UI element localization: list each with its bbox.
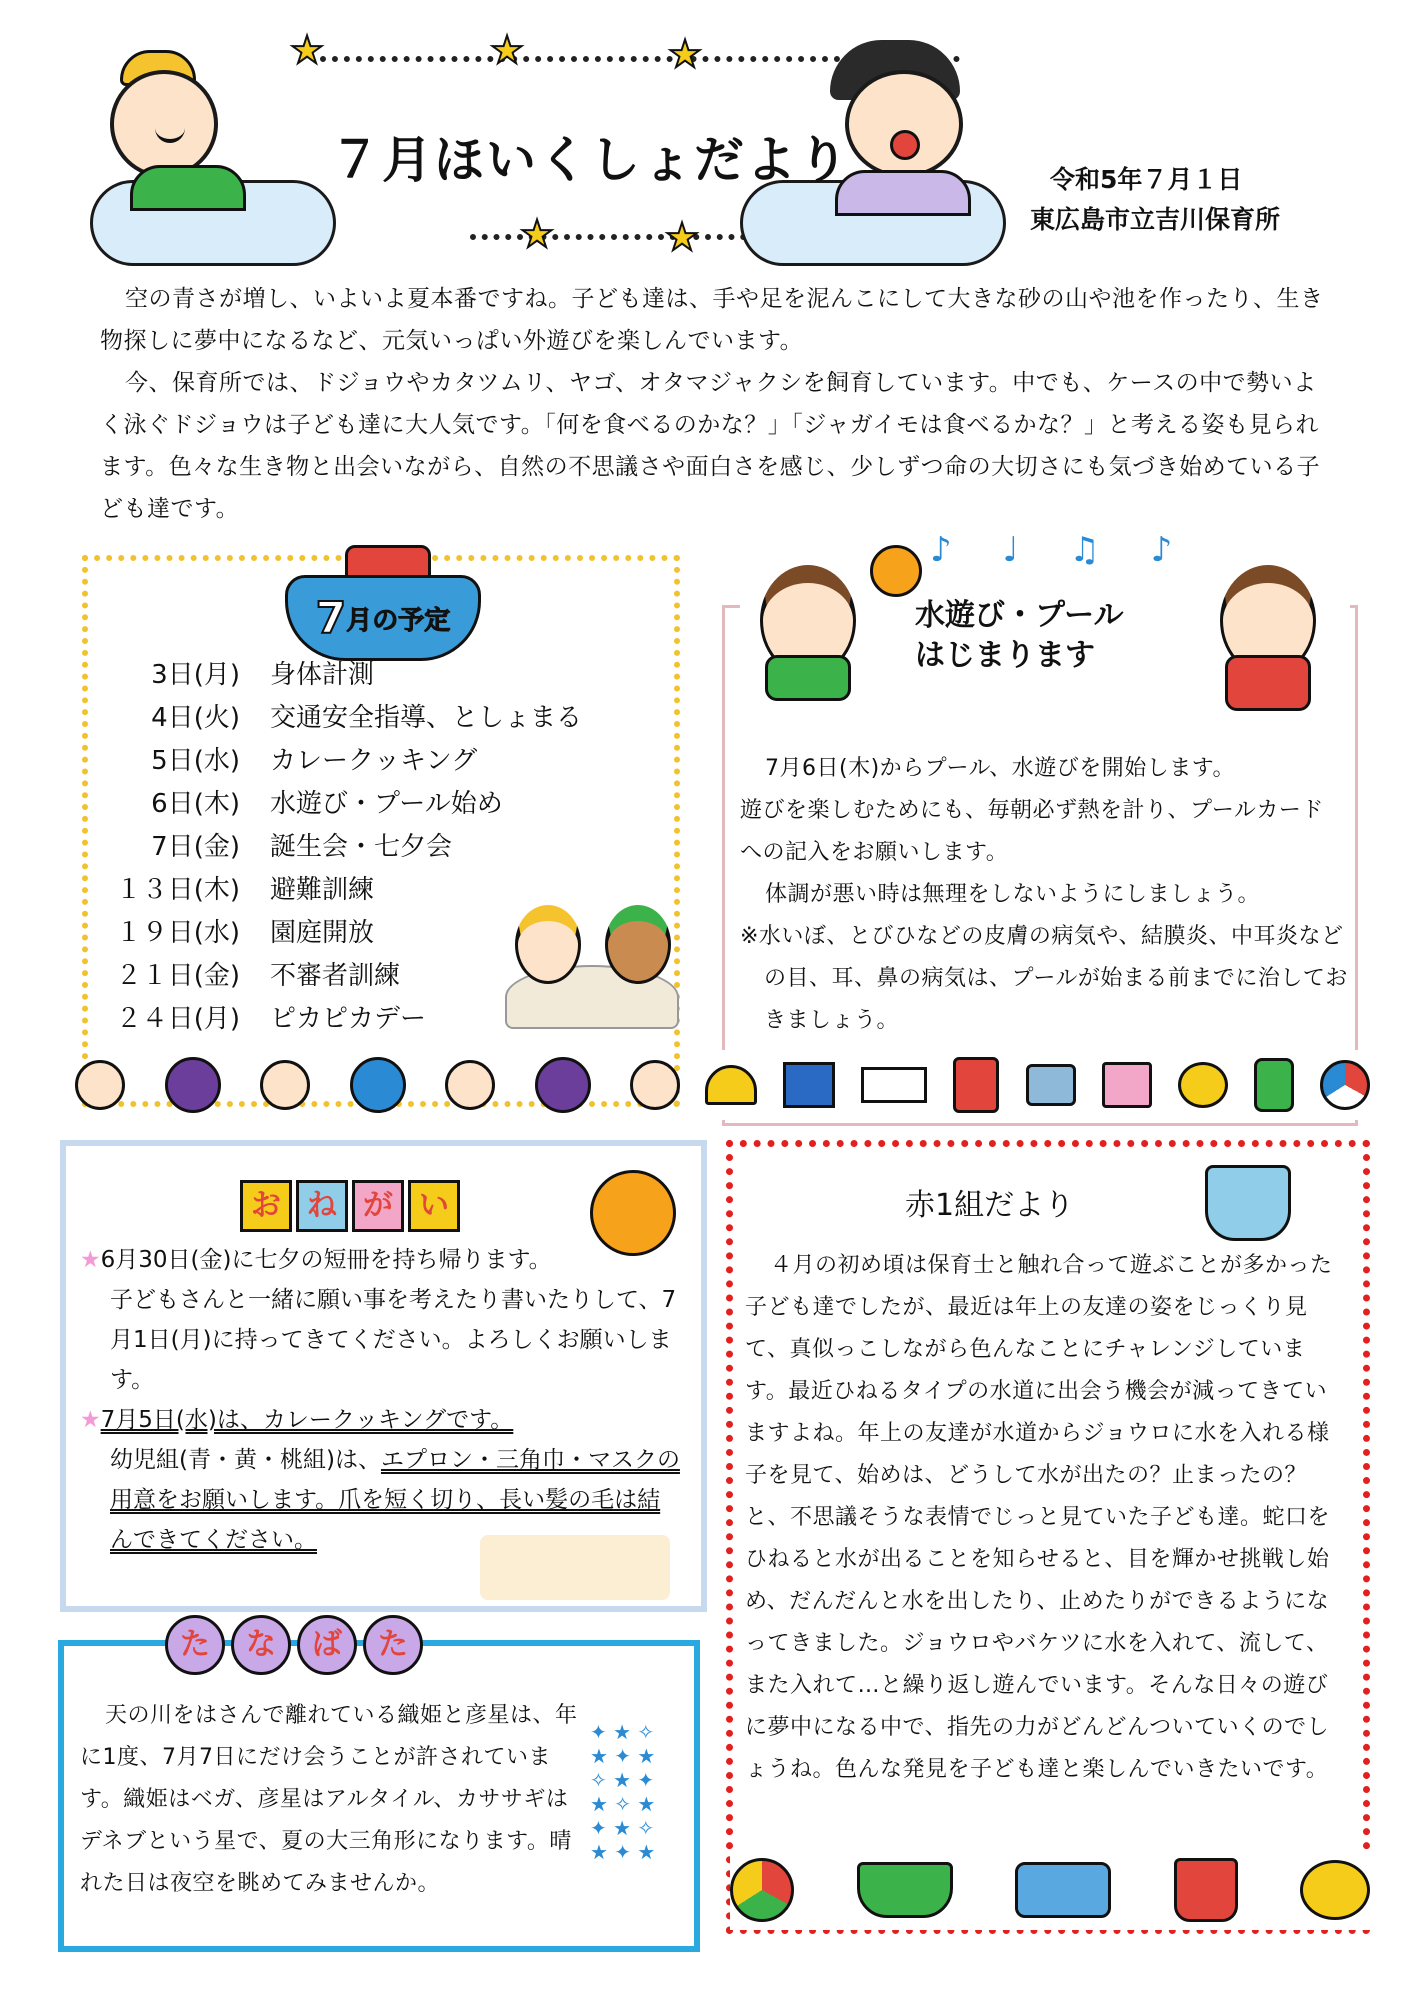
tanabata-text: 天の川をはさんで離れている織姫と彦星は、年に1度、7月7日にだけ会うことが許されています。織姫はベガ、彦星はアルタイル、カササギはデネブという星で、夏の大三角形になります。晴れた日は夜空を眺めてみませんか。 xyxy=(80,1703,578,1896)
schedule-row: 7日(金) 誕生会・七夕会 xyxy=(151,832,453,862)
swim-trunks-icon xyxy=(783,1062,835,1108)
onegai-char: が xyxy=(352,1180,404,1232)
page-title: ７月ほいくしょだより xyxy=(330,131,850,189)
hikoboshi-illustration xyxy=(110,50,310,200)
schedule-badge-number: 7 xyxy=(315,592,347,644)
cooking-kids-illustration xyxy=(480,1535,670,1600)
schedule-row: ２１日(金) 不審者訓練 xyxy=(115,961,401,991)
tanabata-lantern: た xyxy=(165,1615,225,1675)
swim-cap-icon xyxy=(705,1065,757,1105)
star-icon: ★ xyxy=(290,28,325,72)
pool-text-2: 遊びを楽しむためにも、毎朝必ず熱を計り、プールカードへの記入をお願いします。 xyxy=(740,798,1324,865)
tanabata-lantern: た xyxy=(363,1615,423,1675)
schedule-row: １３日(木) 避難訓練 xyxy=(115,875,375,905)
issue-date: 令和5年７月１日 xyxy=(1050,165,1243,194)
schedule-row: 4日(火) 交通安全指導、としょまる xyxy=(151,703,583,733)
towel-icon xyxy=(861,1067,927,1103)
sand-play-illustration xyxy=(505,895,695,1035)
star-icon: ★ xyxy=(520,212,555,256)
onegai-item-2-body: 幼児組(青・黄・桃組)は、エプロン・三角巾・マスクの用意をお願いします。爪を短く切り、長い髪の毛は結んできてください。 xyxy=(110,1447,680,1553)
aka-title: 赤1組だより xyxy=(905,1188,1075,1223)
boat-icon xyxy=(857,1862,953,1918)
schedule-row: 5日(水) カレークッキング xyxy=(151,746,478,776)
pool-text-4: ※水いぼ、とびひなどの皮膚の病気や、結膜炎、中耳炎などの目、耳、鼻の病気は、プールが始まる前までに治しておきましょう。 xyxy=(740,924,1348,1033)
pink-star-icon: ★ xyxy=(80,1247,101,1273)
water-bottle-icon xyxy=(1254,1058,1294,1112)
swim-items-row xyxy=(705,1050,1370,1120)
beach-ball-icon xyxy=(1320,1060,1370,1110)
onegai-header xyxy=(240,1150,460,1230)
pink-star-icon: ★ xyxy=(80,1407,101,1433)
tanabata-lantern: な xyxy=(231,1615,291,1675)
onegai-char: ね xyxy=(296,1180,348,1232)
schedule-row: 6日(木) 水遊び・プール始め xyxy=(151,789,503,819)
ball-icon xyxy=(730,1858,794,1922)
intro-paragraph-2: 今、保育所では、ドジョウやカタツムリ、ヤゴ、オタマジャクシを飼育しています。中でも、ケースの中で勢いよく泳ぐドジョウは子ども達に大人気です。「何を食べるのかな？」「ジャガイモは食べるかな？」と考える姿も見られます。色々な生き物と出会いながら、自然の不思議さや面白さを感じ、少しずつ命の大切さにも気づき始めている子ども達です。 xyxy=(100,370,1321,522)
toy-bucket-icon xyxy=(1174,1858,1238,1922)
onegai-item-2: ★7月5日(水)は、カレークッキングです。 xyxy=(80,1407,514,1433)
music-note-icons: ♪ ♩ ♫ ♪ xyxy=(930,530,1193,570)
pool-text-3: 体調が悪い時は無理をしないようにしましょう。 xyxy=(765,882,1261,907)
pool-bag-icon xyxy=(1102,1062,1152,1108)
pool-header-art xyxy=(740,525,1350,740)
bucket-icon xyxy=(1205,1165,1291,1241)
schedule-row: 3日(月) 身体計測 xyxy=(151,660,375,690)
header-dotted-line-bottom xyxy=(470,234,770,240)
onegai-char: い xyxy=(408,1180,460,1232)
onegai-item-1-body: 子どもさんと一緒に願い事を考えたり書いたりして、7月1日(月)に持ってきてください。よろしくお願いします。 xyxy=(110,1287,677,1393)
tanabata-lantern: ば xyxy=(297,1615,357,1675)
organization-name: 東広島市立吉川保育所 xyxy=(1030,205,1281,234)
schedule-row: ２４日(月) ピカピカデー xyxy=(115,1004,427,1034)
milky-way-illustration: ✦ ★ ✧ ★ ✦ ★ ✧ ★ ✦ ★ ✧ ★ ✦ ★ ✧ ★ ✦ ★ xyxy=(590,1720,656,1864)
schedule-row: １９日(水) 園庭開放 xyxy=(115,918,375,948)
tanabata-header xyxy=(165,1615,423,1675)
star-icon: ★ xyxy=(665,215,700,259)
rubber-duck-icon xyxy=(1300,1860,1370,1920)
bath-toys-row xyxy=(730,1850,1370,1930)
intro-paragraph-1: 空の青さが増し、いよいよ夏本番ですね。子ども達は、手や足を泥んこにして大きな砂の山や池を作ったり、生き物探しに夢中になるなど、元気いっぱい外遊びを楽しんでいます。 xyxy=(100,286,1324,354)
ship-badge xyxy=(285,535,485,660)
morning-glory-border xyxy=(75,1050,680,1120)
swimsuit-icon xyxy=(953,1057,999,1113)
onegai-char: お xyxy=(240,1180,292,1232)
star-icon: ★ xyxy=(668,32,703,76)
aka-text: ４月の初め頃は保育士と触れ合って遊ぶことが多かった子ども達でしたが、最近は年上の友達の姿をじっくり見て、真似っこしながら色んなことにチャレンジしています。最近ひねるタイプの水道に出会う機会が減ってきていますよね。年上の友達が水道からジョウロに水を入れる様子を見て、始めは、どうして水が出たの？止まったの？と、不思議そうな表情でじっと見ていた子ども達。蛇口をひねると水が出ることを知らせると、目を輝かせ挑戦し始め、だんだんと水を出したり、止めたりができるようになってきました。ジョウロやバケツに水を入れて、流して、また入れて…と繰り返し遊んでいます。そんな日々の遊びに夢中になる中で、指先の力がどんどんついていくのでしょうね。色んな発見を子ども達と楽しんでいきたいです。 xyxy=(745,1253,1333,1782)
pool-title-line2: はじまります xyxy=(915,638,1095,673)
schedule-badge-text: 月の予定 xyxy=(346,605,451,636)
star-icon: ★ xyxy=(490,28,525,72)
watering-can-icon xyxy=(1015,1862,1111,1918)
rubber-duck-icon xyxy=(1178,1062,1228,1108)
pool-text-1: 7月6日(木)からプール、水遊びを開始します。 xyxy=(765,756,1236,781)
onegai-item-1: ★6月30日(金)に七夕の短冊を持ち帰ります。 xyxy=(80,1247,552,1273)
onegai-content xyxy=(80,1240,680,1560)
pool-title-line1: 水遊び・プール xyxy=(915,598,1124,633)
watering-can-icon xyxy=(1026,1064,1076,1106)
